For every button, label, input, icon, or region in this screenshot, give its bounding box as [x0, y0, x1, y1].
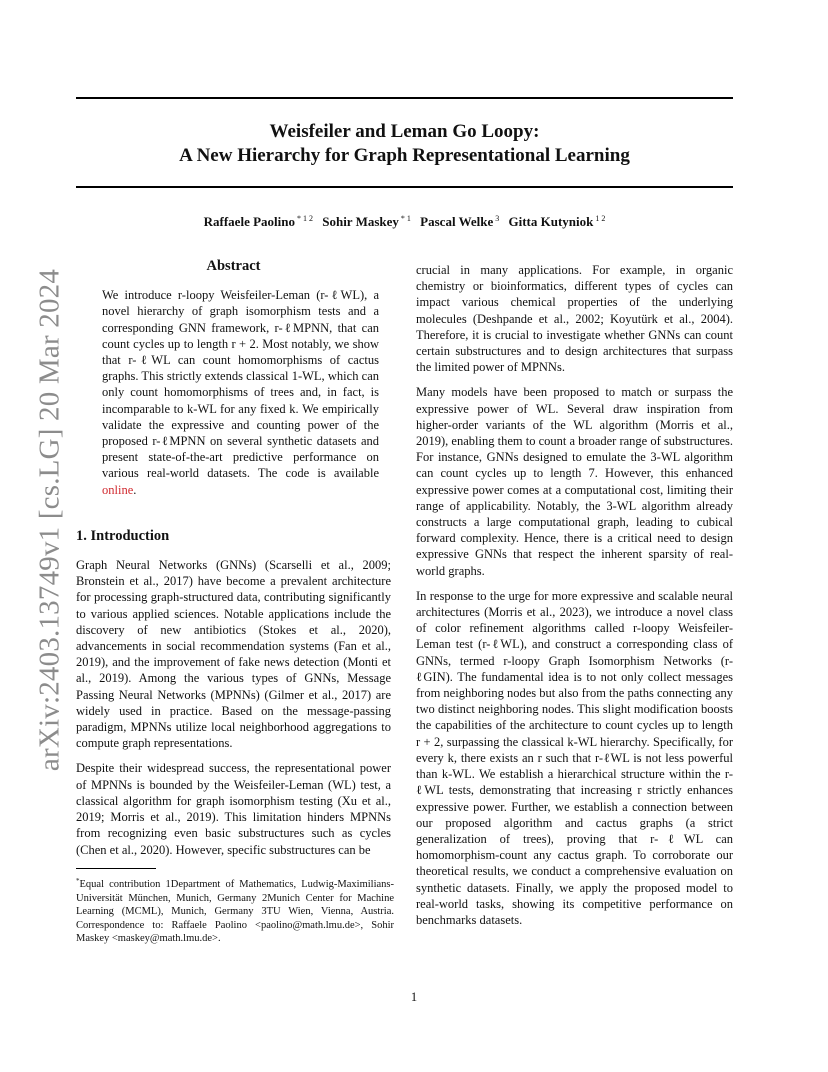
intro-paragraph-4: Many models have been proposed to match or surpass the expressive power of WL. Several draw inspiration from higher-order variants of the WL algorithm (Morris et al., 2019), enabling them to count a broader range of substructures. For instance, GNNs designed to emulate the 3-WL algorithm can count cycles up to length 7. However, this enhanced expressive power comes at a computational cost, limiting their range of applicability. Notably, the 3-WL algorithm already constructs a large computational graph, leading to cubical forward complexity. Hence, there is a critical need to design expressive GNNs that respect the inherent sparsity of real-world graphs.: [416, 385, 733, 578]
abstract-text: We introduce r-loopy Weisfeiler-Leman (r-ℓWL), a novel hierarchy of graph isomorphism tests and a corresponding GNN framework, r-ℓMPNN, that can count cycles up to length r + 2. Most notably, we show that r-ℓWL can count homomorphisms of cactus graphs. This strictly extends classical 1-WL, which can only count homomorphisms of trees and, in fact, is incomparable to k-WL for any fixed k. We empirically validate the expressive and counting power of the proposed r-ℓMPNN on several synthetic datasets and present state-of-the-art predictive performance on various real-world datasets. The code is available: [102, 288, 379, 481]
title-rule-bottom: [76, 186, 733, 188]
abstract-heading: Abstract: [206, 258, 261, 274]
author: Sohir Maskey $^{* 1}$: [322, 214, 411, 229]
author: Raffaele Paolino $^{* 1 2}$: [203, 214, 313, 229]
abstract-body: We introduce r-loopy Weisfeiler-Leman (r-ℓWL), a novel hierarchy of graph isomorphism tests and a corresponding GNN framework, r-ℓMPNN, that can count cycles up to length r + 2. Most notably, we show that r-ℓWL can count homomorphisms of cactus graphs. This strictly extends classical 1-WL, which can only count homomorphisms of trees and, in fact, is incomparable to k-WL for any fixed k. We empirically validate the expressive and counting power of the proposed r-ℓMPNN on several synthetic datasets and present state-of-the-art predictive performance on various real-world datasets. The code is available online.: [102, 288, 379, 497]
intro-paragraph-1: Graph Neural Networks (GNNs) (Scarselli et al., 2009; Bronstein et al., 2017) have become a prevalent architecture for processing graph-structured data, contributing significantly to various applied sciences. Notable applications include the discovery of new antibiotics (Stokes et al., 2020), advancements in social recommendation systems (Fan et al., 2019), and the improvement of fake news detection (Monti et al., 2019). Among the various types of GNNs, Message Passing Neural Networks (MPNNs) (Gilmer et al., 2017) are widely used in practice. Based on the message-passing paradigm, MPNNs utilize local neighborhood aggregations to compute graph representations.: [76, 558, 391, 751]
author: Gitta Kutyniok $^{1 2}$: [508, 214, 606, 229]
paper-title-line-2: A New Hierarchy for Graph Representational Learning: [179, 145, 630, 166]
title-rule-top: [76, 97, 733, 99]
code-link[interactable]: online: [102, 482, 134, 497]
right-column: [416, 262, 733, 937]
paper-title-line-1: Weisfeiler and Leman Go Loopy:: [269, 121, 540, 142]
section-heading-introduction: 1. Introduction: [76, 527, 170, 544]
intro-paragraph-3: crucial in many applications. For example, in organic chemistry or bioinformatics, different types of cycles can impact various chemical properties of the underlying molecules (Deshpande et al., 2002; Koyutürk et al., 2004). Therefore, it is crucial to investigate whether GNNs can count certain substructures and to design architectures that surpass the limited power of MPNNs.: [416, 263, 733, 375]
footnote-rule: [76, 868, 156, 869]
author: Pascal Welke $^3$: [420, 214, 500, 229]
arxiv-identifier: arXiv:2403.13749v1 [cs.LG] 20 Mar 2024: [33, 268, 66, 772]
footnote-text: Equal contribution 1Department of Mathematics, Ludwig-Maximilians-Universität München, Munich, Germany 2Munich Center for Machine Learning (MCML), Munich, Germany 3TU Wien, Vienna, Austria. Correspondence to: Raffaele Paolino <paolino@math.lmu.de>, Sohir Maskey <maskey@math.lmu.de>.: [76, 879, 394, 944]
left-column: [76, 258, 391, 867]
page-number: 1: [410, 990, 418, 1004]
author-list: [76, 214, 733, 230]
footnote: [76, 875, 394, 946]
intro-paragraph-2: Despite their widespread success, the representational power of MPNNs is bounded by the Weisfeiler-Leman (WL) test, a classical algorithm for graph isomorphism testing (Xu et al., 2019; Morris et al., 2019). This limitation hinders MPNNs from recognizing even basic substructures such as cycles (Chen et al., 2020). However, specific substructures can be: [76, 761, 391, 857]
intro-paragraph-5: In response to the urge for more expressive and scalable neural architectures (Morris et al., 2023), we introduce a novel class of color refinement algorithms called r-loopy Weisfeiler-Leman test (r-ℓWL), and construct a corresponding class of GNNs, termed r-loopy Graph Isomorphism Networks (r-ℓGIN). The fundamental idea is to not only collect messages from neighboring nodes but also from the paths connecting any two distinct neighboring nodes. This slight modification boosts the capabilities of the architecture to count cycles up to length r + 2, surpassing the classical k-WL hierarchy. Specifically, for every k, there exists an r such that r-ℓWL is not less powerful than k-WL. We establish a hierarchical structure within the r-ℓWL tests, demonstrating that increasing r strictly enhances expressive power. Further, we establish a connection between our proposed algorithm and cactus graphs (a strict generalization of trees), proving that r-ℓWL can homomorphism-count any cactus graph. To corroborate our theoretical results, we conduct a comprehensive evaluation on synthetic datasets. Finally, we apply the proposed model to real-world tasks, showing its competitive performance on benchmarks datasets.: [416, 588, 733, 927]
footnote-mark: *: [76, 877, 80, 885]
